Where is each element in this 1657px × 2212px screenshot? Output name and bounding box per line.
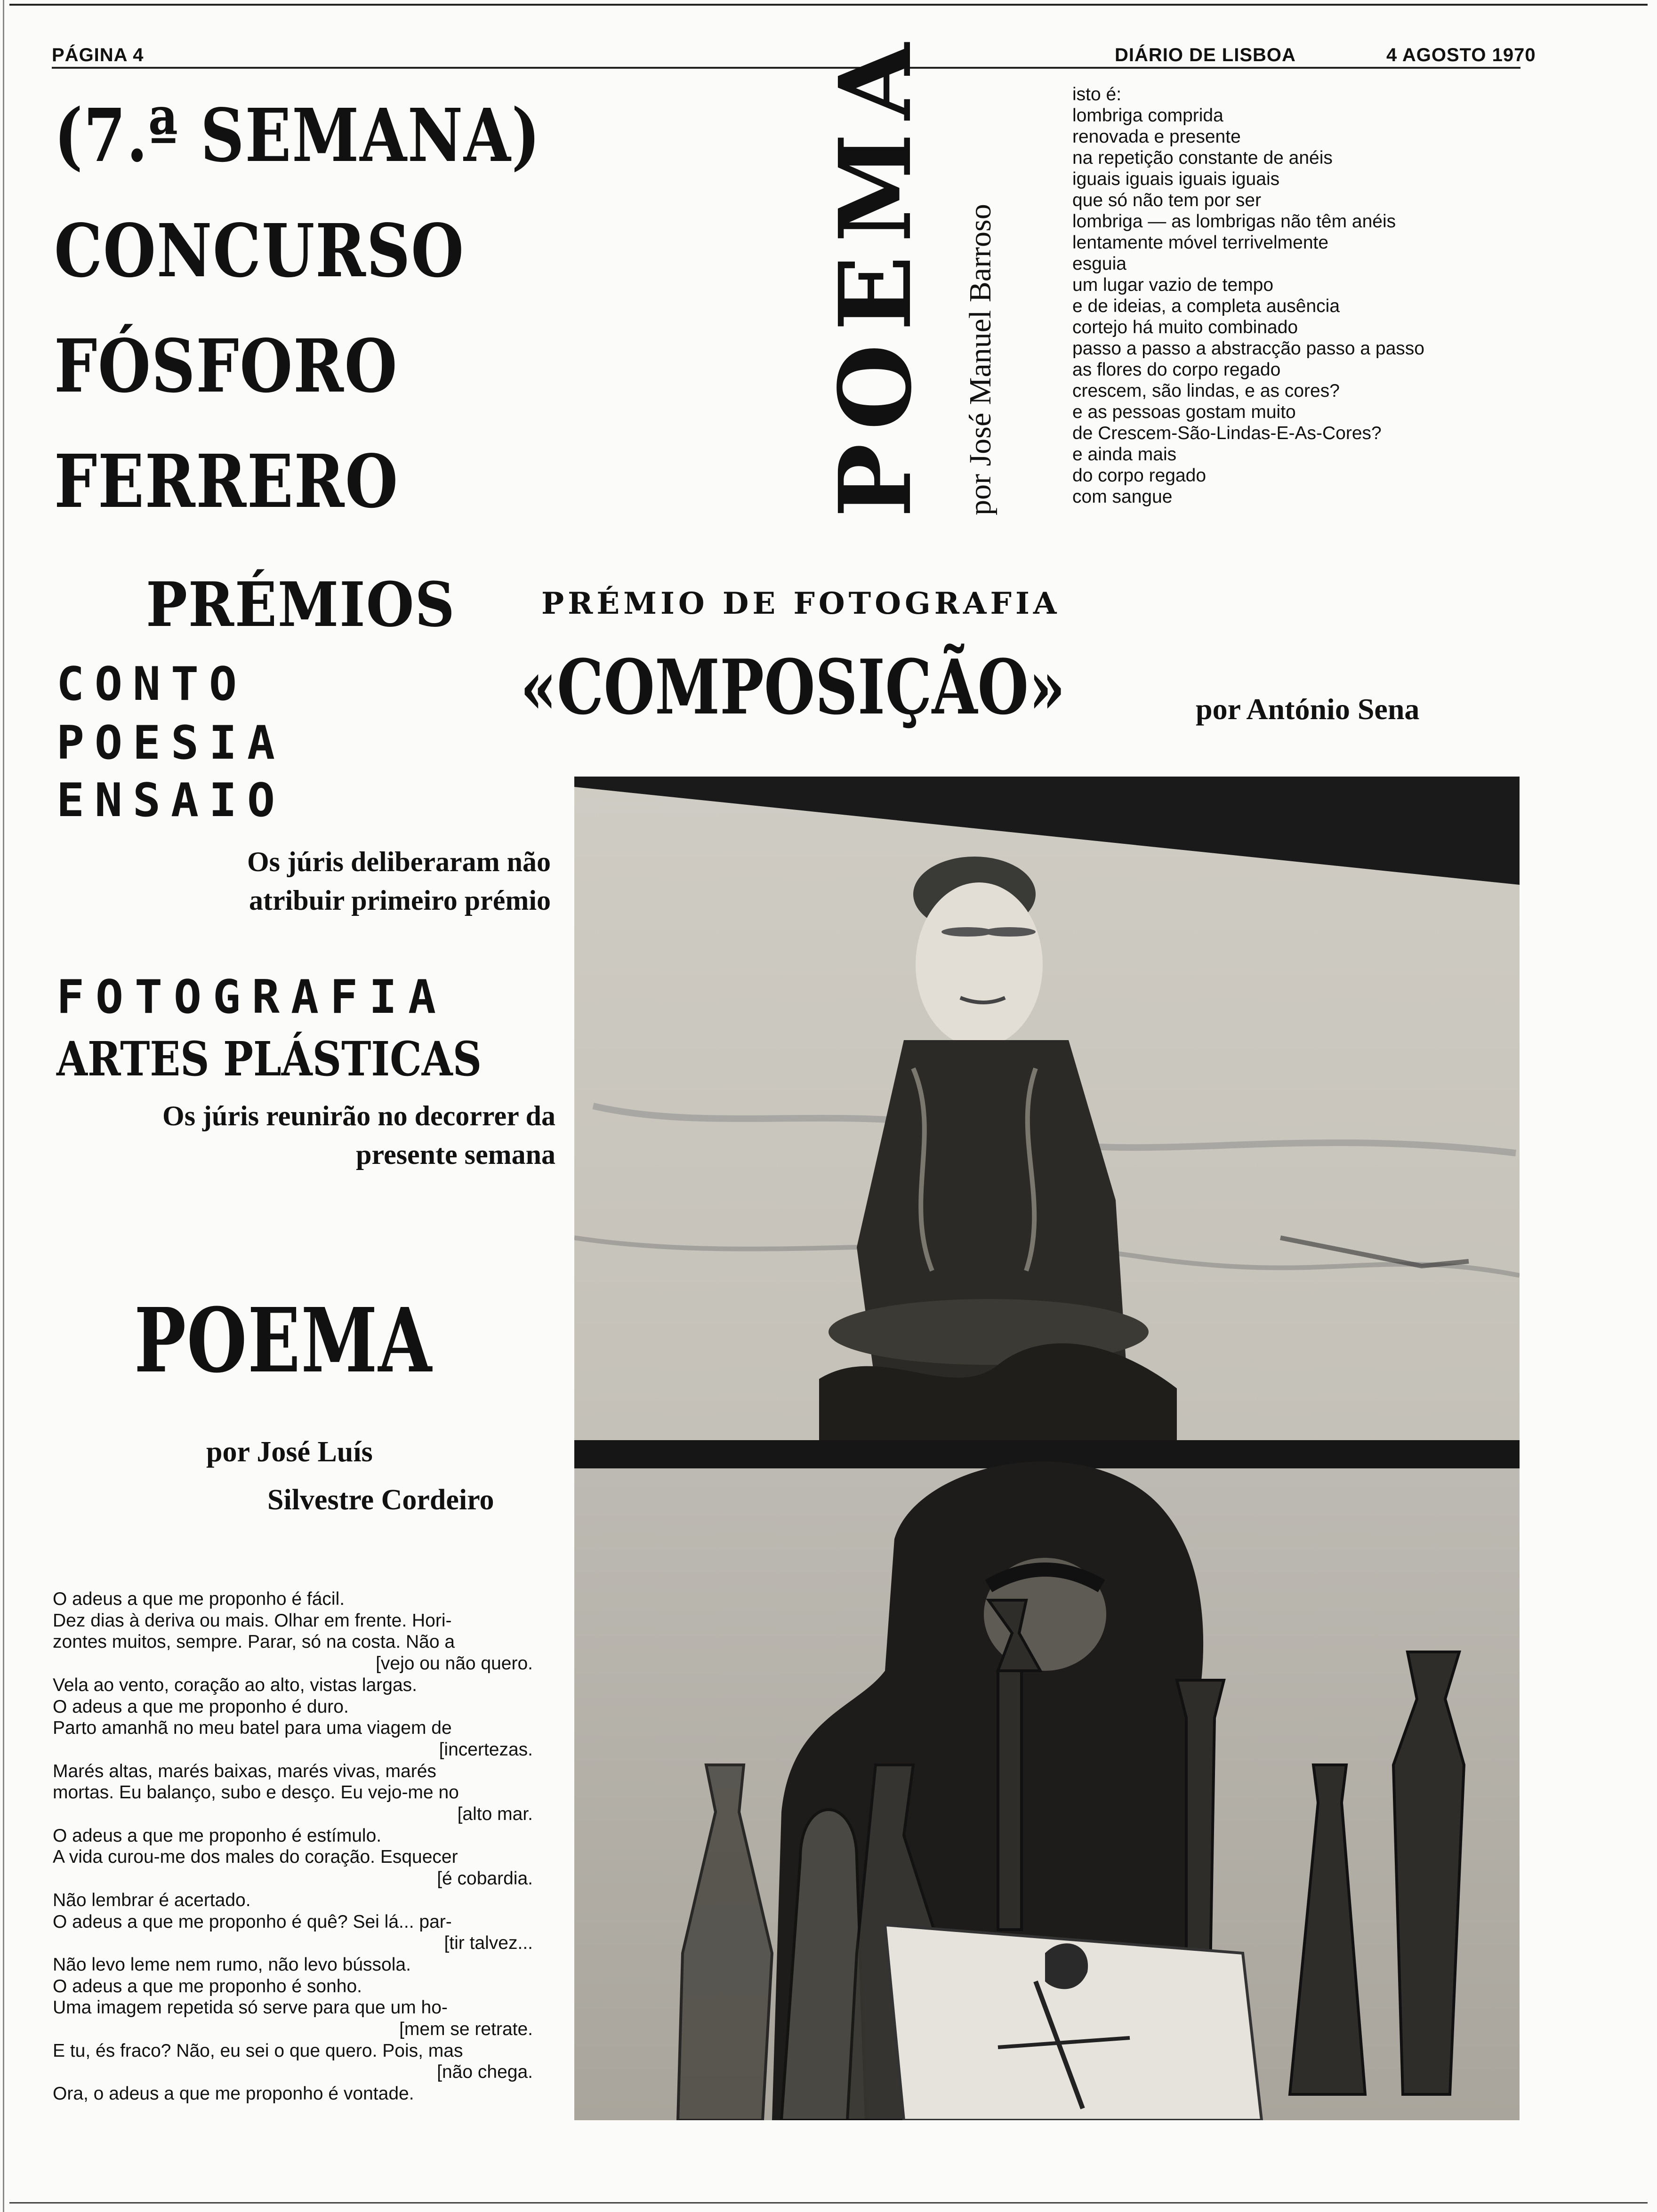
category-ensaio: ENSAIO [56, 774, 286, 827]
poem-bottom-line: [é cobardia. [437, 1868, 533, 1889]
poem-top-line: as flores do corpo regado [1072, 360, 1281, 380]
contest-week: (7.ª SEMANA) [54, 92, 541, 178]
poem-bottom-line: [tir talvez... [444, 1933, 533, 1954]
poem-bottom-title: POEMA [134, 1289, 433, 1393]
jury-note-visual: Os júris reunirão no decorrer da presente semana [162, 1100, 555, 1170]
poem-bottom-line: [incertezas. [439, 1739, 533, 1760]
poem-top-line: na repetição constante de anéis [1072, 148, 1333, 168]
poem-top-line: de Crescem-São-Lindas-E-As-Cores? [1072, 423, 1382, 443]
poem-bottom-line: [alto mar. [457, 1804, 533, 1825]
poem-top-line: do corpo regado [1072, 465, 1207, 486]
poem-top-line: com sangue [1072, 487, 1173, 507]
jury-note-literary: Os júris deliberaram não atribuir primeiro prémio [247, 846, 551, 916]
contest-sponsor-1: FÓSFORO [54, 323, 398, 409]
category-fotografia: FOTOGRAFIA [56, 970, 448, 1024]
postcard-with-bird [885, 1925, 1262, 2120]
poem-top-line: que só não tem por ser [1072, 190, 1262, 210]
header-rule [52, 67, 1520, 69]
poem-bottom-line: Marés altas, marés baixas, marés vivas, marés [53, 1761, 436, 1781]
prizes-heading: PRÉMIOS [146, 569, 456, 641]
poem-top-line: lombriga — as lombrigas não têm anéis [1072, 211, 1396, 232]
poem-bottom-line: mortas. Eu balanço, subo e desço. Eu vejo-me no [53, 1782, 459, 1803]
category-conto: CONTO [56, 657, 248, 711]
poem-bottom-line: [vejo ou não quero. [376, 1653, 533, 1674]
poem-top-line: cortejo há muito combinado [1072, 317, 1298, 337]
category-poesia: POESIA [56, 716, 286, 770]
page-edge-left [3, 0, 4, 2212]
poem-bottom-line: [não chega. [437, 2062, 533, 2083]
poem-bottom-line: Não levo leme nem rumo, não levo bússola. [53, 1954, 411, 1975]
photo-prize-label: PRÉMIO DE FOTOGRAFIA [541, 586, 1061, 621]
poem-top-title: POEMA [817, 30, 933, 518]
poem-top-line: um lugar vazio de tempo [1072, 275, 1274, 295]
photo-prize-title: «COMPOSIÇÃO» [520, 643, 1066, 731]
poem-bottom-line: Parto amanhã no meu batel para uma viagem de [53, 1718, 452, 1739]
poem-top-line: renovada e presente [1072, 127, 1241, 147]
issue-date: 4 AGOSTO 1970 [1386, 45, 1536, 65]
poem-top-line: crescem, são lindas, e as cores? [1072, 381, 1340, 401]
poem-bottom-line: O adeus a que me proponho é quê? Sei lá... par- [53, 1911, 452, 1932]
photo-prize-byline: por António Sena [1196, 692, 1420, 726]
poem-bottom-line: O adeus a que me proponho é duro. [53, 1696, 349, 1717]
category-artes-plasticas: ARTES PLÁSTICAS [56, 1031, 482, 1087]
newspaper-name: DIÁRIO DE LISBOA [1115, 45, 1296, 65]
poem-bottom-text [53, 1588, 533, 2105]
poem-top-line: lombriga comprida [1072, 105, 1223, 126]
contest-sponsor-2: FERRERO [54, 438, 399, 524]
bottom-rule [9, 2202, 1648, 2204]
poem-bottom-line: Não lembrar é acertado. [53, 1890, 251, 1910]
top-rule [9, 4, 1648, 6]
poem-bottom-byline-1: por José Luís [206, 1436, 373, 1468]
poem-bottom-line: [mem se retrate. [399, 2019, 533, 2040]
poem-top-line: lentamente móvel terrivelmente [1072, 232, 1329, 253]
prize-photograph [574, 777, 1520, 2120]
poem-bottom-line: E tu, és fraco? Não, eu sei o que quero. Pois, mas [53, 2040, 463, 2061]
poem-bottom-line: Dez dias à deriva ou mais. Olhar em frente. Hori- [53, 1610, 452, 1631]
poem-bottom-line: Vela ao vento, coração ao alto, vistas largas. [53, 1675, 417, 1695]
poem-top-line: e ainda mais [1072, 444, 1177, 465]
poem-bottom-line: O adeus a que me proponho é estímulo. [53, 1825, 382, 1846]
poem-bottom-line: O adeus a que me proponho é fácil. [53, 1589, 345, 1609]
poem-top-line: e as pessoas gostam muito [1072, 402, 1296, 422]
poem-top-line: isto é: [1072, 84, 1122, 104]
poem-bottom-line: O adeus a que me proponho é sonho. [53, 1976, 362, 1996]
poem-bottom-byline-2: Silvestre Cordeiro [267, 1484, 494, 1516]
poem-top-byline: por José Manuel Barroso [963, 204, 997, 515]
poem-top-line: iguais iguais iguais iguais [1072, 169, 1280, 189]
poem-bottom-line: A vida curou-me dos males do coração. Esquecer [53, 1847, 458, 1867]
poem-bottom-line: zontes muitos, sempre. Parar, só na costa. Não a [53, 1632, 455, 1652]
poem-bottom-line: Ora, o adeus a que me proponho é vontade. [53, 2084, 414, 2104]
poem-top-text [1072, 84, 1548, 507]
contest-word: CONCURSO [54, 208, 465, 294]
poem-top-line: e de ideias, a completa ausência [1072, 296, 1340, 316]
page-number: PÁGINA 4 [52, 45, 144, 65]
poem-bottom-line: Uma imagem repetida só serve para que um ho- [53, 1997, 448, 2018]
poem-top-line: esguia [1072, 254, 1126, 274]
poem-top-line: passo a passo a abstracção passo a passo [1072, 338, 1424, 359]
